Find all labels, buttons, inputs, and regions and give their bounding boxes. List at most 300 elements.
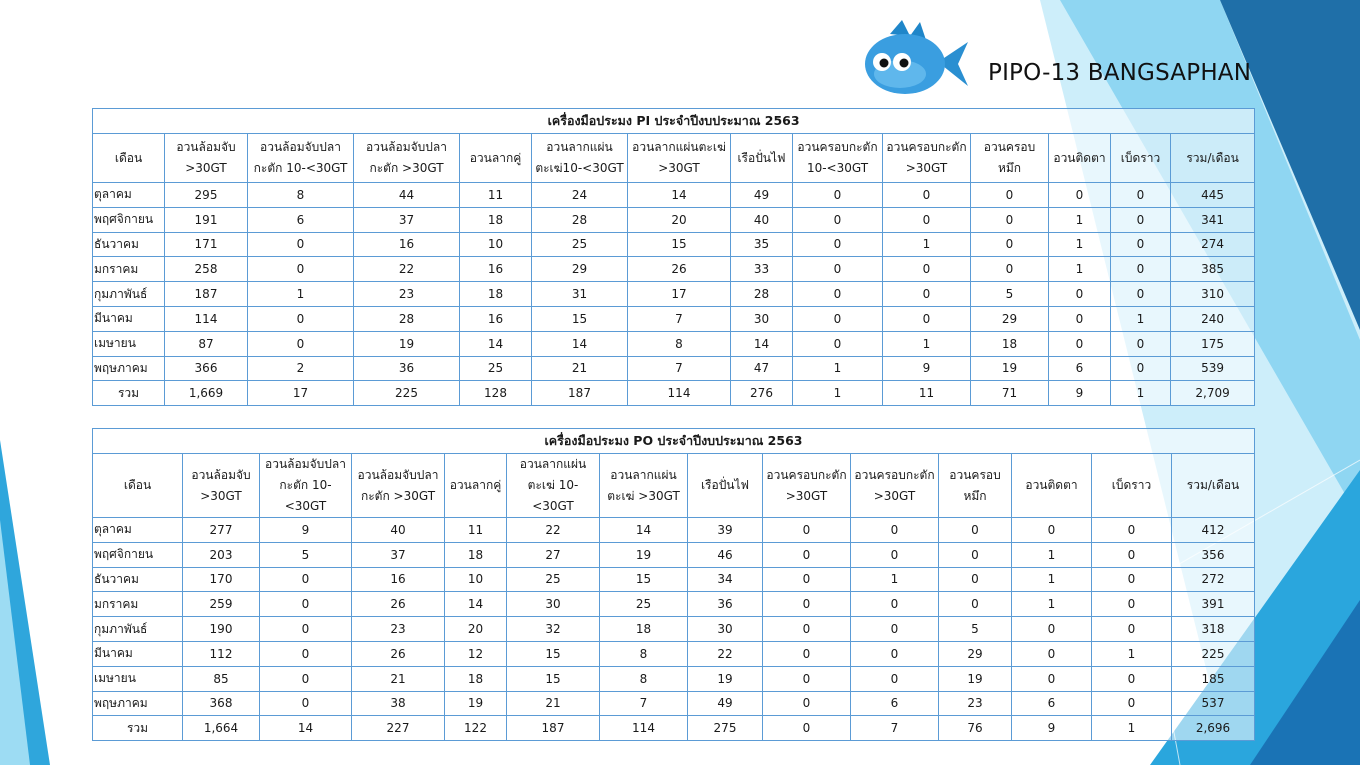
value-cell: 17	[628, 282, 731, 307]
value-cell: 7	[628, 306, 731, 331]
value-cell: 0	[851, 592, 939, 617]
value-cell: 1	[1012, 542, 1092, 567]
value-cell: 0	[763, 666, 851, 691]
value-cell: 8	[248, 183, 354, 208]
value-cell: 1	[1049, 257, 1111, 282]
table-row	[93, 207, 1255, 232]
value-cell: 29	[971, 306, 1049, 331]
value-cell: 0	[793, 306, 883, 331]
value-cell: 0	[1092, 518, 1172, 543]
value-cell: 19	[445, 691, 507, 716]
value-cell: 10	[445, 567, 507, 592]
value-cell: 0	[1111, 257, 1171, 282]
pi-gear-table	[92, 108, 1255, 406]
table-row	[93, 282, 1255, 307]
value-cell: 25	[507, 567, 600, 592]
value-cell: 0	[260, 592, 352, 617]
value-cell: 46	[688, 542, 763, 567]
value-cell: 12	[445, 641, 507, 666]
table-row	[93, 567, 1255, 592]
value-cell: 1,664	[183, 716, 260, 741]
table-row	[93, 306, 1255, 331]
value-cell: 0	[1012, 518, 1092, 543]
value-cell: 9	[1012, 716, 1092, 741]
value-cell: 44	[354, 183, 460, 208]
column-header: อวนล้อมจับ >30GT	[165, 134, 248, 183]
value-cell: 0	[1092, 691, 1172, 716]
value-cell: 34	[688, 567, 763, 592]
value-cell: 0	[1111, 207, 1171, 232]
column-header: อวนติดตา	[1049, 134, 1111, 183]
value-cell: 225	[354, 381, 460, 406]
value-cell: 20	[628, 207, 731, 232]
value-cell: 0	[1092, 666, 1172, 691]
value-cell: 16	[460, 306, 532, 331]
value-cell: 18	[971, 331, 1049, 356]
value-cell: 341	[1171, 207, 1255, 232]
value-cell: 190	[183, 617, 260, 642]
value-cell: 36	[354, 356, 460, 381]
value-cell: 23	[939, 691, 1012, 716]
value-cell: 15	[507, 641, 600, 666]
table-row	[93, 592, 1255, 617]
value-cell: 114	[165, 306, 248, 331]
value-cell: 0	[1049, 282, 1111, 307]
table-title: เครื่องมือประมง PI ประจำปีงบประมาณ 2563	[93, 109, 1255, 134]
value-cell: 0	[851, 617, 939, 642]
value-cell: 0	[851, 542, 939, 567]
value-cell: 412	[1172, 518, 1255, 543]
value-cell: 1	[248, 282, 354, 307]
value-cell: 24	[532, 183, 628, 208]
value-cell: 0	[793, 207, 883, 232]
value-cell: 0	[1049, 183, 1111, 208]
value-cell: 0	[260, 617, 352, 642]
column-header: อวนลากแผ่นตะเฆ่ 10-<30GT	[507, 454, 600, 518]
value-cell: 9	[260, 518, 352, 543]
value-cell: 0	[1111, 232, 1171, 257]
value-cell: 8	[628, 331, 731, 356]
value-cell: 0	[1111, 282, 1171, 307]
value-cell: 1	[1111, 306, 1171, 331]
value-cell: 28	[532, 207, 628, 232]
month-cell: เมษายน	[93, 666, 183, 691]
total-row	[93, 381, 1255, 406]
month-cell: มกราคม	[93, 257, 165, 282]
value-cell: 175	[1171, 331, 1255, 356]
value-cell: 9	[1049, 381, 1111, 406]
value-cell: 0	[763, 691, 851, 716]
value-cell: 5	[260, 542, 352, 567]
month-cell: พฤศจิกายน	[93, 542, 183, 567]
value-cell: 40	[731, 207, 793, 232]
value-cell: 25	[600, 592, 688, 617]
value-cell: 128	[460, 381, 532, 406]
value-cell: 1	[851, 567, 939, 592]
value-cell: 0	[763, 542, 851, 567]
value-cell: 9	[883, 356, 971, 381]
value-cell: 0	[1049, 331, 1111, 356]
value-cell: 21	[352, 666, 445, 691]
month-cell: ตุลาคม	[93, 183, 165, 208]
value-cell: 16	[460, 257, 532, 282]
column-header: เบ็ดราว	[1111, 134, 1171, 183]
month-cell: รวม	[93, 716, 183, 741]
value-cell: 272	[1172, 567, 1255, 592]
value-cell: 258	[165, 257, 248, 282]
month-cell: พฤษภาคม	[93, 356, 165, 381]
value-cell: 0	[1092, 542, 1172, 567]
value-cell: 14	[600, 518, 688, 543]
value-cell: 14	[532, 331, 628, 356]
value-cell: 310	[1171, 282, 1255, 307]
value-cell: 391	[1172, 592, 1255, 617]
table-row	[93, 691, 1255, 716]
column-header: อวนครอบกะตัก >30GT	[763, 454, 851, 518]
value-cell: 76	[939, 716, 1012, 741]
value-cell: 1	[1049, 232, 1111, 257]
month-cell: กุมภาพันธ์	[93, 282, 165, 307]
table-row	[93, 232, 1255, 257]
value-cell: 11	[883, 381, 971, 406]
value-cell: 37	[354, 207, 460, 232]
month-cell: มกราคม	[93, 592, 183, 617]
value-cell: 0	[763, 617, 851, 642]
value-cell: 368	[183, 691, 260, 716]
value-cell: 5	[971, 282, 1049, 307]
value-cell: 0	[763, 567, 851, 592]
column-header: อวนครอบหมึก	[939, 454, 1012, 518]
value-cell: 276	[731, 381, 793, 406]
table-row	[93, 183, 1255, 208]
value-cell: 28	[354, 306, 460, 331]
value-cell: 39	[688, 518, 763, 543]
value-cell: 6	[851, 691, 939, 716]
value-cell: 0	[1049, 306, 1111, 331]
month-cell: ธันวาคม	[93, 232, 165, 257]
value-cell: 0	[763, 518, 851, 543]
value-cell: 225	[1172, 641, 1255, 666]
column-header-month: เดือน	[93, 134, 165, 183]
value-cell: 1	[1092, 716, 1172, 741]
column-header-month: เดือน	[93, 454, 183, 518]
value-cell: 6	[1049, 356, 1111, 381]
value-cell: 15	[507, 666, 600, 691]
column-header: อวนลากคู่	[460, 134, 532, 183]
value-cell: 295	[165, 183, 248, 208]
value-cell: 18	[445, 666, 507, 691]
value-cell: 0	[248, 232, 354, 257]
value-cell: 114	[628, 381, 731, 406]
month-cell: มีนาคม	[93, 306, 165, 331]
value-cell: 10	[460, 232, 532, 257]
value-cell: 0	[793, 257, 883, 282]
value-cell: 185	[1172, 666, 1255, 691]
value-cell: 26	[352, 641, 445, 666]
value-cell: 17	[248, 381, 354, 406]
column-header: อวนลากคู่	[445, 454, 507, 518]
value-cell: 0	[939, 518, 1012, 543]
table-row	[93, 641, 1255, 666]
value-cell: 537	[1172, 691, 1255, 716]
value-cell: 0	[248, 306, 354, 331]
column-header: เรือปั่นไฟ	[731, 134, 793, 183]
value-cell: 1	[1092, 641, 1172, 666]
total-row	[93, 716, 1255, 741]
value-cell: 1	[883, 232, 971, 257]
value-cell: 0	[1092, 567, 1172, 592]
value-cell: 356	[1172, 542, 1255, 567]
po-gear-table	[92, 428, 1255, 741]
value-cell: 277	[183, 518, 260, 543]
value-cell: 2	[248, 356, 354, 381]
value-cell: 0	[1111, 183, 1171, 208]
value-cell: 7	[851, 716, 939, 741]
value-cell: 21	[507, 691, 600, 716]
value-cell: 23	[354, 282, 460, 307]
value-cell: 2,696	[1172, 716, 1255, 741]
value-cell: 49	[688, 691, 763, 716]
value-cell: 1	[1111, 381, 1171, 406]
value-cell: 11	[460, 183, 532, 208]
table-row	[93, 542, 1255, 567]
value-cell: 6	[248, 207, 354, 232]
column-header: อวนติดตา	[1012, 454, 1092, 518]
value-cell: 0	[883, 183, 971, 208]
value-cell: 0	[793, 282, 883, 307]
value-cell: 23	[352, 617, 445, 642]
value-cell: 32	[507, 617, 600, 642]
value-cell: 85	[183, 666, 260, 691]
column-header: เรือปั่นไฟ	[688, 454, 763, 518]
value-cell: 0	[260, 691, 352, 716]
value-cell: 187	[507, 716, 600, 741]
value-cell: 259	[183, 592, 260, 617]
value-cell: 22	[354, 257, 460, 282]
value-cell: 0	[971, 183, 1049, 208]
value-cell: 191	[165, 207, 248, 232]
value-cell: 0	[1092, 592, 1172, 617]
column-header: อวนล้อมจับ >30GT	[183, 454, 260, 518]
value-cell: 40	[352, 518, 445, 543]
value-cell: 33	[731, 257, 793, 282]
value-cell: 539	[1171, 356, 1255, 381]
value-cell: 29	[532, 257, 628, 282]
value-cell: 0	[763, 716, 851, 741]
month-cell: พฤศจิกายน	[93, 207, 165, 232]
value-cell: 5	[939, 617, 1012, 642]
month-cell: กุมภาพันธ์	[93, 617, 183, 642]
value-cell: 31	[532, 282, 628, 307]
value-cell: 2,709	[1171, 381, 1255, 406]
value-cell: 26	[352, 592, 445, 617]
value-cell: 171	[165, 232, 248, 257]
value-cell: 0	[851, 518, 939, 543]
value-cell: 19	[971, 356, 1049, 381]
table-row	[93, 356, 1255, 381]
value-cell: 30	[688, 617, 763, 642]
value-cell: 7	[600, 691, 688, 716]
column-header: อวนล้อมจับปลากะตัก 10-<30GT	[260, 454, 352, 518]
value-cell: 0	[939, 567, 1012, 592]
value-cell: 0	[248, 257, 354, 282]
value-cell: 16	[354, 232, 460, 257]
value-cell: 0	[260, 641, 352, 666]
table-row	[93, 257, 1255, 282]
table-row	[93, 518, 1255, 543]
value-cell: 0	[1012, 666, 1092, 691]
value-cell: 14	[731, 331, 793, 356]
value-cell: 7	[628, 356, 731, 381]
value-cell: 0	[883, 207, 971, 232]
value-cell: 19	[939, 666, 1012, 691]
blue-fish-logo-icon	[860, 18, 970, 106]
column-header: รวม/เดือน	[1171, 134, 1255, 183]
value-cell: 1	[1012, 567, 1092, 592]
value-cell: 27	[507, 542, 600, 567]
value-cell: 1	[1012, 592, 1092, 617]
value-cell: 170	[183, 567, 260, 592]
table-title: เครื่องมือประมง PO ประจำปีงบประมาณ 2563	[93, 429, 1255, 454]
value-cell: 0	[763, 592, 851, 617]
value-cell: 0	[883, 306, 971, 331]
value-cell: 22	[688, 641, 763, 666]
value-cell: 47	[731, 356, 793, 381]
value-cell: 22	[507, 518, 600, 543]
value-cell: 1	[883, 331, 971, 356]
value-cell: 445	[1171, 183, 1255, 208]
value-cell: 87	[165, 331, 248, 356]
value-cell: 385	[1171, 257, 1255, 282]
table-row	[93, 617, 1255, 642]
value-cell: 0	[971, 207, 1049, 232]
value-cell: 16	[352, 567, 445, 592]
value-cell: 15	[600, 567, 688, 592]
brand-title: PIPO-13 BANGSAPHAN	[988, 60, 1252, 86]
value-cell: 15	[532, 306, 628, 331]
value-cell: 203	[183, 542, 260, 567]
value-cell: 15	[628, 232, 731, 257]
value-cell: 0	[1012, 641, 1092, 666]
column-header: อวนลากแผ่นตะเฆ่10-<30GT	[532, 134, 628, 183]
value-cell: 0	[883, 257, 971, 282]
month-cell: รวม	[93, 381, 165, 406]
value-cell: 1	[793, 356, 883, 381]
value-cell: 29	[939, 641, 1012, 666]
value-cell: 18	[460, 207, 532, 232]
value-cell: 18	[445, 542, 507, 567]
value-cell: 0	[793, 331, 883, 356]
value-cell: 8	[600, 641, 688, 666]
value-cell: 227	[352, 716, 445, 741]
value-cell: 0	[1092, 617, 1172, 642]
value-cell: 38	[352, 691, 445, 716]
value-cell: 25	[460, 356, 532, 381]
value-cell: 240	[1171, 306, 1255, 331]
column-header: รวม/เดือน	[1172, 454, 1255, 518]
value-cell: 49	[731, 183, 793, 208]
month-cell: เมษายน	[93, 331, 165, 356]
value-cell: 14	[260, 716, 352, 741]
value-cell: 18	[600, 617, 688, 642]
table-row	[93, 331, 1255, 356]
value-cell: 0	[793, 183, 883, 208]
value-cell: 112	[183, 641, 260, 666]
value-cell: 25	[532, 232, 628, 257]
column-header: อวนลากแผ่นตะเฆ่ >30GT	[600, 454, 688, 518]
column-header: อวนล้อมจับปลากะตัก >30GT	[354, 134, 460, 183]
value-cell: 21	[532, 356, 628, 381]
column-header: อวนลากแผ่นตะเฆ่ >30GT	[628, 134, 731, 183]
value-cell: 14	[460, 331, 532, 356]
value-cell: 187	[532, 381, 628, 406]
value-cell: 11	[445, 518, 507, 543]
value-cell: 71	[971, 381, 1049, 406]
value-cell: 0	[1012, 617, 1092, 642]
value-cell: 30	[507, 592, 600, 617]
value-cell: 35	[731, 232, 793, 257]
value-cell: 114	[600, 716, 688, 741]
value-cell: 19	[354, 331, 460, 356]
column-header: อวนครอบกะตัก >30GT	[851, 454, 939, 518]
value-cell: 0	[248, 331, 354, 356]
value-cell: 1	[1049, 207, 1111, 232]
value-cell: 26	[628, 257, 731, 282]
value-cell: 28	[731, 282, 793, 307]
value-cell: 0	[260, 567, 352, 592]
value-cell: 0	[763, 641, 851, 666]
value-cell: 19	[600, 542, 688, 567]
column-header: อวนล้อมจับปลากะตัก >30GT	[352, 454, 445, 518]
value-cell: 14	[628, 183, 731, 208]
value-cell: 122	[445, 716, 507, 741]
month-cell: ตุลาคม	[93, 518, 183, 543]
value-cell: 366	[165, 356, 248, 381]
value-cell: 318	[1172, 617, 1255, 642]
value-cell: 37	[352, 542, 445, 567]
value-cell: 30	[731, 306, 793, 331]
value-cell: 0	[939, 592, 1012, 617]
value-cell: 1	[793, 381, 883, 406]
column-header: อวนครอบกะตัก >30GT	[883, 134, 971, 183]
value-cell: 0	[1111, 331, 1171, 356]
value-cell: 275	[688, 716, 763, 741]
value-cell: 0	[939, 542, 1012, 567]
value-cell: 20	[445, 617, 507, 642]
value-cell: 0	[971, 232, 1049, 257]
value-cell: 18	[460, 282, 532, 307]
column-header: อวนครอบหมึก	[971, 134, 1049, 183]
value-cell: 0	[851, 666, 939, 691]
value-cell: 6	[1012, 691, 1092, 716]
value-cell: 274	[1171, 232, 1255, 257]
value-cell: 0	[851, 641, 939, 666]
column-header: อวนครอบกะตัก 10-<30GT	[793, 134, 883, 183]
month-cell: มีนาคม	[93, 641, 183, 666]
value-cell: 1,669	[165, 381, 248, 406]
value-cell: 0	[883, 282, 971, 307]
value-cell: 0	[1111, 356, 1171, 381]
month-cell: ธันวาคม	[93, 567, 183, 592]
value-cell: 0	[971, 257, 1049, 282]
column-header: เบ็ดราว	[1092, 454, 1172, 518]
value-cell: 14	[445, 592, 507, 617]
value-cell: 19	[688, 666, 763, 691]
value-cell: 0	[260, 666, 352, 691]
value-cell: 187	[165, 282, 248, 307]
value-cell: 0	[793, 232, 883, 257]
month-cell: พฤษภาคม	[93, 691, 183, 716]
